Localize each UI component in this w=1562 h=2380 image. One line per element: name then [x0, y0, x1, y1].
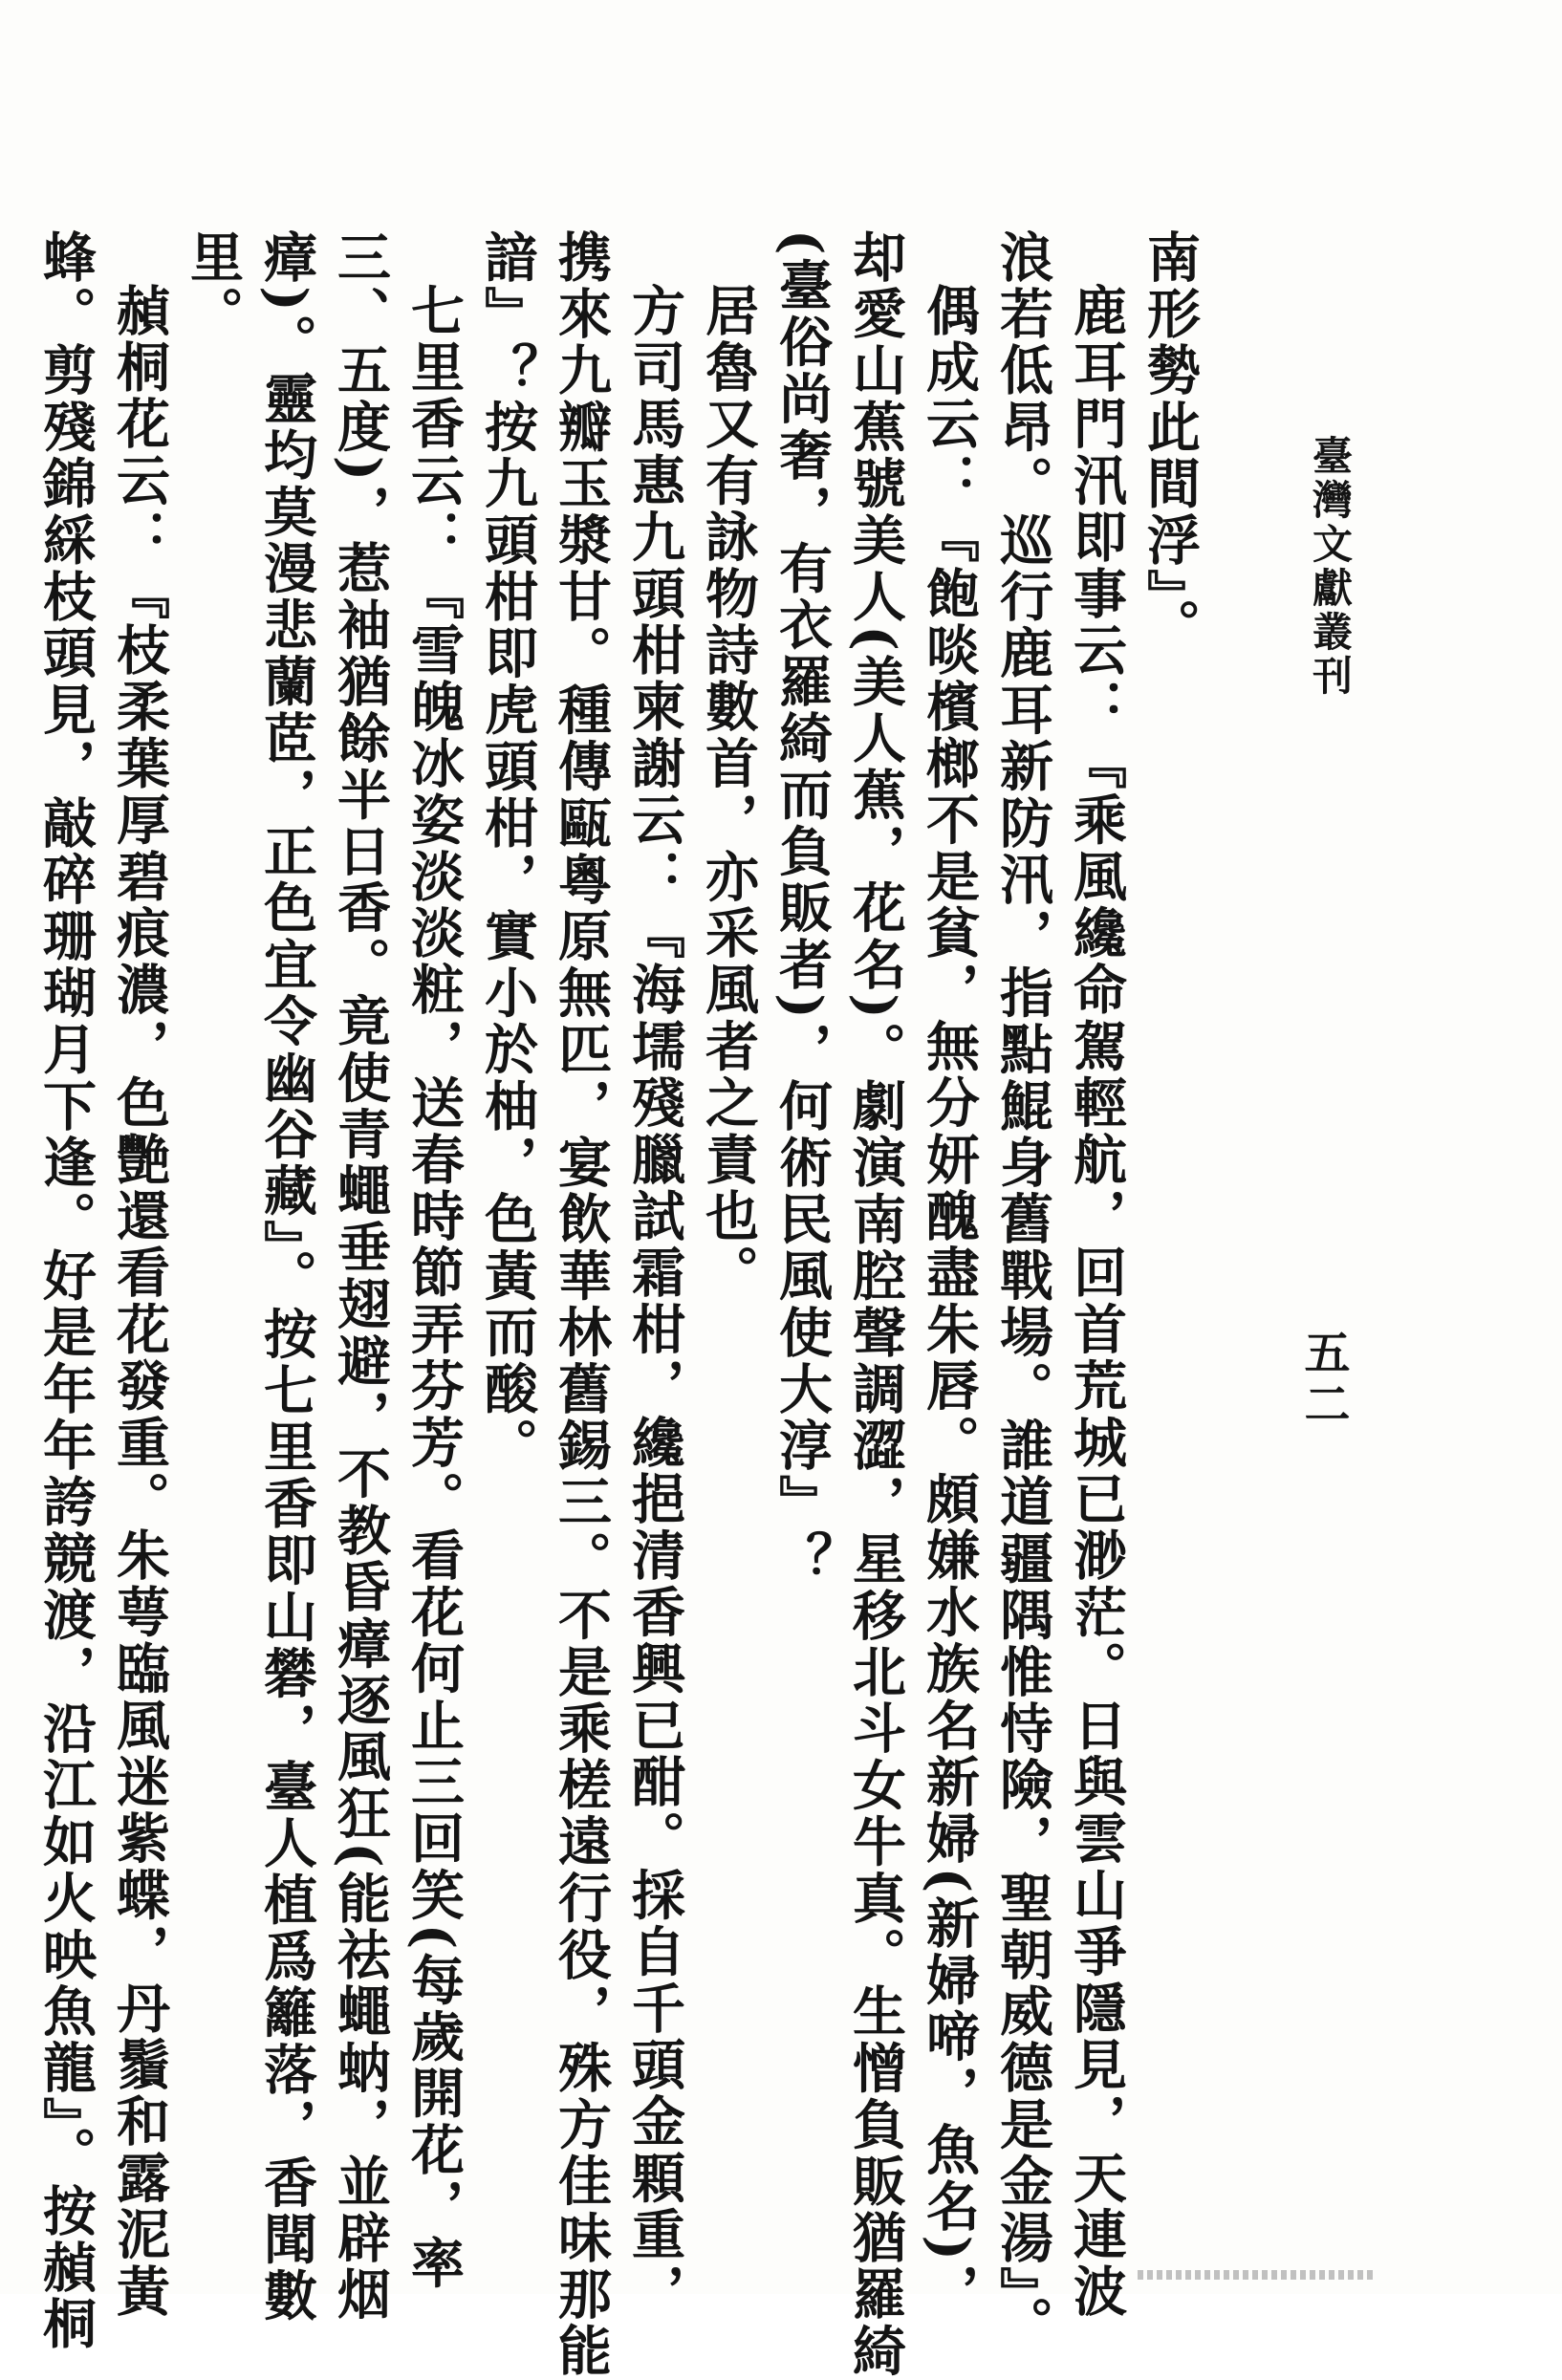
text-column: 三、五度)，惹袖猶餘半日香。竟使青蠅垂翅避，不教昏瘴逐風狂(能祛蠅蚋，並辟烟: [329, 229, 392, 2324]
text-column: 却愛山蕉號美人(美人蕉，花名)。劇演南腔聲調澀，星移北斗女牛真。生憎負販猶羅綺: [844, 229, 907, 2380]
text-column: 赬桐花云：『枝柔葉厚碧痕濃，色艷還看花發重。朱萼臨風迷紫蝶，丹鬚和露泥黃: [108, 283, 171, 2321]
text-column: 諳』？按九頭柑即虎頭柑，實小於柚，色黃而酸。: [476, 229, 539, 1475]
text-column: 方司馬惠九頭柑柬謝云：『海壖殘臘試霜柑，纔挹清香興已酣。採自千頭金顆重，: [623, 283, 686, 2321]
scan-edge-mark: [1138, 2270, 1377, 2280]
page-number: 五二: [1296, 1329, 1350, 1432]
text-column: 携來九瓣玉漿甘。種傳甌粵原無匹，宴飲華林舊錫三。不是乘槎遠行役，殊方佳味那能: [550, 229, 613, 2380]
text-column: 居魯又有詠物詩數首，亦采風者之責也。: [697, 283, 760, 1302]
text-column: 七里香云：『雪魄冰姿淡淡粧，送春時節弄芬芳。看花何止三回笑(每歲開花，率: [402, 283, 466, 2292]
text-column: 鹿耳門汛即事云：『乘風纔命駕輕航，回首荒城已渺茫。日與雲山爭隱見，天連波: [1065, 283, 1128, 2321]
text-column: 浪若低昂。巡行鹿耳新防汛，指點鯤身舊戰場。誰道疆隅惟恃險，聖朝威德是金湯』。: [991, 229, 1054, 2353]
text-column: 蜂。剪殘錦綵枝頭見，敲碎珊瑚月下逢。好是年年誇競渡，沿江如火映魚龍』。按赬桐: [34, 229, 98, 2353]
text-column: 里。: [182, 229, 245, 343]
text-column: 瘴)。靈均莫漫悲蘭茝，正色宜令幽谷藏』。按七里香即山礬，臺人植爲籬落，香聞數: [255, 229, 318, 2326]
text-column: 南形勢此間浮』。: [1139, 229, 1202, 656]
running-header-title: 臺灣文獻叢刊: [1307, 435, 1354, 699]
vertical-text-body: [34, 229, 1206, 2380]
text-column: 偶成云：『飽啖檳榔不是貧，無分妍醜盡朱唇。頗嫌水族名新婦(新婦啼，魚名)，: [918, 283, 981, 2321]
text-column: (臺俗尚奢，有衣羅綺而負販者)，何術民風使大淳』？: [770, 229, 834, 1588]
